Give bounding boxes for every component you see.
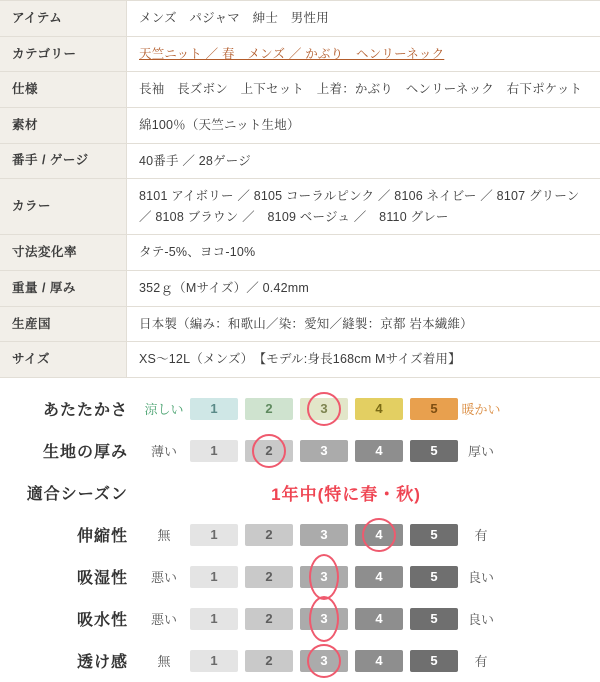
rating-cell: 2	[245, 566, 293, 588]
table-row	[0, 342, 600, 378]
rating-cell: 3	[300, 398, 348, 420]
rating-cell: 3	[300, 650, 348, 672]
table-row	[0, 143, 600, 179]
rating-cell: 1	[190, 440, 238, 462]
rating-scale-water-absorption	[190, 608, 458, 630]
rating-row-sheerness	[6, 640, 594, 682]
rating-label-water-absorption: 吸水性	[6, 607, 138, 630]
rating-cell: 3	[300, 566, 348, 588]
table-row	[0, 36, 600, 72]
rating-left-moisture-absorption: 悪い	[138, 567, 190, 586]
rating-label-moisture-absorption: 吸湿性	[6, 565, 138, 588]
rating-cell: 3	[300, 608, 348, 630]
table-row	[0, 271, 600, 307]
category-link[interactable]: 天竺ニット ／ 春 メンズ ／ かぶり ヘンリーネック	[139, 47, 444, 61]
rating-label-sheerness: 透け感	[6, 649, 138, 672]
rating-cell: 5	[410, 608, 458, 630]
rating-label-stretch: 伸縮性	[6, 523, 138, 546]
rating-cell: 4	[355, 608, 403, 630]
rating-cell: 5	[410, 440, 458, 462]
rating-cell: 1	[190, 398, 238, 420]
rating-marker-circle	[252, 434, 286, 468]
spec-label-shrinkage: 寸法変化率	[0, 235, 127, 271]
rating-scale-stretch	[190, 524, 458, 546]
rating-left-warmth: 涼しい	[138, 399, 190, 418]
rating-right-water-absorption: 良い	[458, 609, 504, 628]
rating-cell: 1	[190, 608, 238, 630]
season-value: 1年中(特に春・秋)	[138, 480, 594, 505]
rating-cell: 4	[355, 650, 403, 672]
rating-left-thickness: 薄い	[138, 441, 190, 460]
rating-row-moisture-absorption	[6, 556, 594, 598]
rating-cell: 2	[245, 440, 293, 462]
rating-cell: 1	[190, 650, 238, 672]
rating-scale-moisture-absorption	[190, 566, 458, 588]
spec-label-count-gauge: 番手 / ゲージ	[0, 143, 127, 179]
rating-row-thickness	[6, 430, 594, 472]
rating-label-thickness: 生地の厚み	[6, 439, 138, 462]
rating-label-warmth: あたたかさ	[6, 397, 138, 420]
spec-value-specification: 長袖 長ズボン 上下セット 上着：かぶり ヘンリーネック 右下ポケット	[127, 72, 600, 108]
rating-marker-circle	[307, 392, 341, 426]
rating-row-stretch	[6, 514, 594, 556]
rating-cell: 2	[245, 650, 293, 672]
spec-label-origin: 生産国	[0, 306, 127, 342]
rating-scale-thickness	[190, 440, 458, 462]
spec-value-item: メンズ パジャマ 紳士 男性用	[127, 1, 600, 37]
rating-cell: 1	[190, 524, 238, 546]
spec-value-size: XS〜12L（メンズ） 【モデル:身長168cm Mサイズ着用】	[127, 342, 600, 378]
rating-marker-circle	[362, 518, 396, 552]
rating-right-stretch: 有	[458, 525, 504, 544]
table-row	[0, 72, 600, 108]
rating-row-season	[6, 472, 594, 514]
rating-marker-circle	[307, 644, 341, 678]
rating-left-sheerness: 無	[138, 651, 190, 670]
spec-value-count-gauge: 40番手 ／ 28ゲージ	[127, 143, 600, 179]
rating-cell: 5	[410, 398, 458, 420]
table-row	[0, 107, 600, 143]
rating-cell: 4	[355, 566, 403, 588]
spec-label-material: 素材	[0, 107, 127, 143]
rating-cell: 3	[300, 524, 348, 546]
spec-label-weight-thickness: 重量 / 厚み	[0, 271, 127, 307]
spec-label-size: サイズ	[0, 342, 127, 378]
rating-scale-warmth	[190, 398, 458, 420]
rating-cell: 3	[300, 440, 348, 462]
rating-cell: 2	[245, 608, 293, 630]
rating-row-warmth	[6, 388, 594, 430]
rating-cell: 2	[245, 524, 293, 546]
spec-value-category	[127, 36, 600, 72]
rating-cell: 4	[355, 524, 403, 546]
table-row	[0, 1, 600, 37]
rating-right-warmth: 暖かい	[458, 399, 504, 418]
spec-label-category: カテゴリー	[0, 36, 127, 72]
rating-cell: 4	[355, 398, 403, 420]
spec-value-color: 8101 アイボリー ／ 8105 コーラルピンク ／ 8106 ネイビー ／ 8107 グリーン ／ 8108 ブラウン ／ 8109 ベージュ ／ 8110 グレー	[127, 179, 600, 235]
spec-label-color: カラー	[0, 179, 127, 235]
rating-cell: 4	[355, 440, 403, 462]
rating-scale-sheerness	[190, 650, 458, 672]
spec-label-item: アイテム	[0, 1, 127, 37]
spec-value-material: 綿100％（天竺ニット生地）	[127, 107, 600, 143]
rating-cell: 5	[410, 524, 458, 546]
rating-right-moisture-absorption: 良い	[458, 567, 504, 586]
rating-label-season: 適合シーズン	[6, 481, 138, 504]
spec-value-shrinkage: タテ-5%、ヨコ-10%	[127, 235, 600, 271]
table-row	[0, 306, 600, 342]
spec-label-specification: 仕様	[0, 72, 127, 108]
rating-cell: 2	[245, 398, 293, 420]
rating-section	[0, 388, 600, 682]
rating-right-thickness: 厚い	[458, 441, 504, 460]
rating-left-stretch: 無	[138, 525, 190, 544]
spec-value-origin: 日本製（編み：和歌山／染：愛知／縫製：京都 岩本繊維）	[127, 306, 600, 342]
rating-marker-circle	[309, 554, 339, 600]
rating-cell: 5	[410, 650, 458, 672]
rating-left-water-absorption: 悪い	[138, 609, 190, 628]
rating-row-water-absorption	[6, 598, 594, 640]
rating-cell: 1	[190, 566, 238, 588]
rating-marker-circle	[309, 596, 339, 642]
table-row	[0, 235, 600, 271]
rating-right-sheerness: 有	[458, 651, 504, 670]
table-row	[0, 179, 600, 235]
spec-table-body	[0, 1, 600, 378]
rating-cell: 5	[410, 566, 458, 588]
spec-value-weight-thickness: 352ｇ（Mサイズ）／ 0.42mm	[127, 271, 600, 307]
